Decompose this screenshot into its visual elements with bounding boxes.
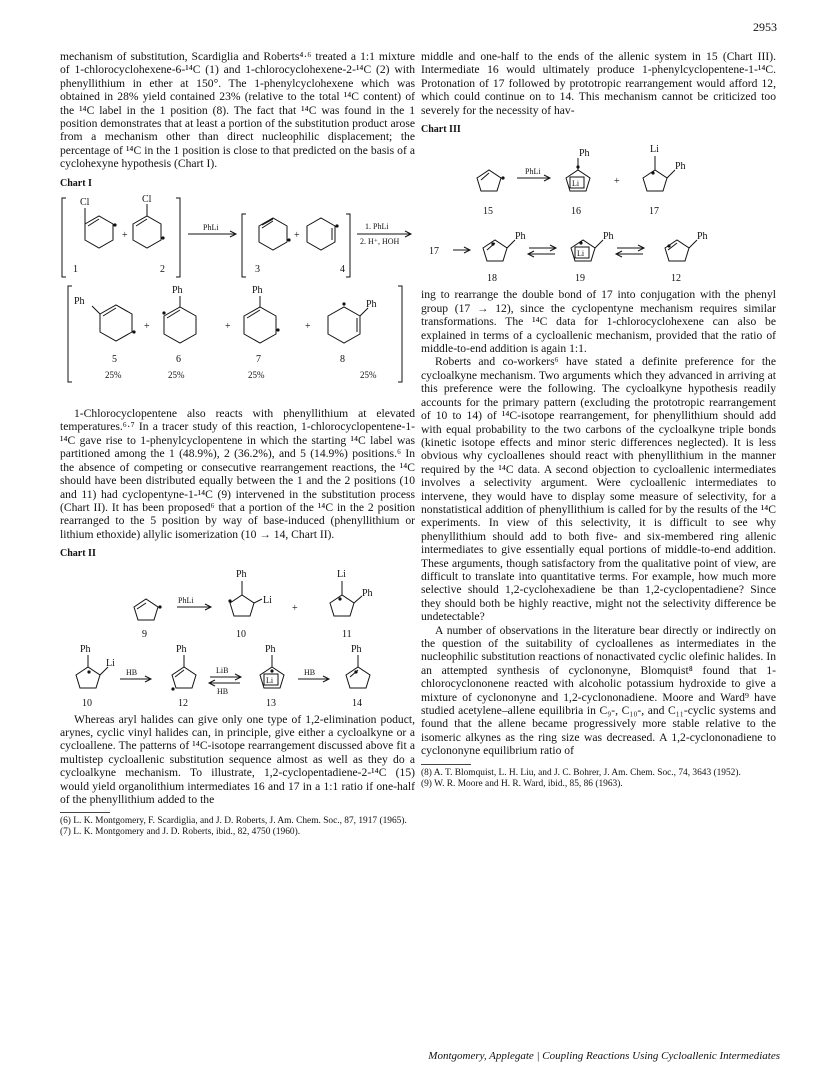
chart-1-pct-7: 25% (248, 370, 265, 381)
chart-3-ph-19: Ph (603, 231, 614, 243)
chart-2-ph-14: Ph (351, 643, 362, 655)
chart-2 (60, 563, 415, 713)
chart-1-reagent-2b: 2. H⁺, HOH (360, 237, 400, 247)
chart-3-ph-17: Ph (675, 161, 686, 173)
chart-3-plus: + (614, 176, 620, 188)
chart-1-plus-1: + (122, 230, 128, 242)
chart-1-plus-3: + (144, 321, 150, 333)
chart-1-num-6: 6 (176, 354, 181, 366)
chart-3-num-17: 17 (649, 206, 659, 218)
left-column (60, 50, 415, 838)
chart-3-num-12: 12 (671, 273, 681, 285)
chart-1-reagent-1: PhLi (203, 223, 219, 233)
chart-1-num-1: 1 (73, 264, 78, 276)
footnote-6: (6) L. K. Montgomery, F. Scardiglia, and J. D. Roberts, J. Am. Chem. Soc., 87, 1917 (1965). (60, 816, 407, 827)
chart-2-li-r2-10: Li (106, 657, 115, 669)
chart-1 (60, 192, 415, 407)
chart-1-pct-8: 25% (360, 370, 377, 381)
chart-1-ph-6: Ph (172, 285, 183, 297)
chart-2-label: Chart II (60, 548, 96, 560)
chart-2-num-10: 10 (236, 628, 246, 640)
chart-2-num-12: 12 (178, 697, 188, 709)
right-paragraph-4: A number of observations in the literature bear directly or indirectly on the question of the suitability of cycloallenes as intermediates in the nucleophilic substitution reactions of nonactivated cyclic olefinic halides. In an attempted synthesis of cyclononyne, Blomquist⁸ found that 1-chlorocyclononene reacted with alcoholic potassium hydroxide to give a mixture of cyclononyne and 1,2-cyclononadiene. Moore and Ward⁹ have studied acetylene–allene equilibria in C₉-, C₁₀-, and C₁₁-cyclic systems and found that the allene became progressively more stable relative to the isomeric alkynes as the ring size was decreased. A 1,2-cyclononadiene to cyclononyne equilibrium ratio of (421, 623, 776, 758)
chart-1-label: Chart I (60, 177, 92, 189)
running-footer: Montgomery, Applegate | Coupling Reactions Using Cycloallenic Intermediates (428, 1050, 780, 1062)
chart-1-num-8: 8 (340, 354, 345, 366)
right-paragraph-3: Roberts and co-workers⁶ have stated a definite preference for the cycloalkyne mechanism. Two arguments which they advanced in arriving at this preference were the following. The cycloalkyne hypothesis readily accounts for the primary pattern (excluding the prototropic rearrangement of 10 to 14) of ¹⁴C-isotope rearrangement, for phenyllithium should add with equal probability to the two carbons of the cycloalkyne triple bonds (kinetic isotope effects and minor steric differences neglected). It is less obvious why cycloallenes should react with phenyllithium in the manner required by the ¹⁴C data. A second objection to cycloallenic intermediates involves a selectivity argument. Were cycloallenic intermediates to intervene, they would have to display some measure of selectivity, for a nonstatistical addition of phenyllithium is called for by the results of the ¹⁴C experiments. In view of this selectivity, it is difficult to see why phenyllithium should add to both five- and six-membered ring allenic intermediates to give essentially equal portions of middle-to-end addition. These arguments, though satisfactory from the qualitative point of view, are difficult to translate into quantitative terms. For example, how much more selective should 1,2-cyclohexadiene be than 1,2-cyclopentadiene? Since they should both be highly reactive, might not the selectivity difference be undetectable? (421, 355, 776, 624)
chart-1-num-3: 3 (255, 264, 260, 276)
chart-1-ph-7: Ph (252, 285, 263, 297)
chart-2-ph-11: Ph (362, 587, 373, 599)
page-number: 2953 (753, 20, 777, 34)
chart-2-li-10: Li (263, 594, 272, 606)
chart-2-num-9: 9 (142, 628, 147, 640)
chart-3-li-19: Li (577, 249, 585, 259)
chart-2-ph-12: Ph (176, 643, 187, 655)
chart-1-cl-2: Cl (142, 194, 152, 206)
chart-1-num-5: 5 (112, 354, 117, 366)
chart-1-pct-5: 25% (105, 370, 122, 381)
chart-2-li-13: Li (266, 675, 274, 685)
right-paragraph-2: ing to rearrange the double bond of 17 into conjugation with the phenyl group (17 → 12), since the cyclopentyne mechanism requires similar transformations. The ¹⁴C data for 1-chlorocyclohexene can also be explained in terms of a cycloallenic mechanism, provided that the ratio of middle-to-end addition is again 1:1. (421, 288, 776, 356)
chart-3-ph-12: Ph (697, 231, 708, 243)
chart-3-li-16: Li (572, 179, 580, 189)
chart-1-ph-8: Ph (366, 299, 377, 311)
chart-3-num-15: 15 (483, 206, 493, 218)
chart-1-plus-4: + (225, 321, 231, 333)
left-paragraph-3: Whereas aryl halides can give only one type of 1,2-elimination poduct, arynes, cyclic vinyl halides can, in principle, give either a cycloalkyne or a cycloallene. The patterns of ¹⁴C-isotope rearrangement discussed above fit a multistep cycloallenic substitution sequence almost as well as they do a cycloalkyne mechanism. To illustrate, 1,2-cyclopentadiene-2-¹⁴C (15) would yield organolithium intermediates 16 and 17 in a 1:1 ratio if one-half of the phenyllithium added to the (60, 712, 415, 806)
chart-2-ph-10: Ph (236, 568, 247, 580)
chart-1-cl-1: Cl (80, 197, 90, 209)
chart-1-plus-2: + (294, 230, 300, 242)
chart-3-reagent: PhLi (525, 167, 541, 177)
right-paragraph-1: middle and one-half to the ends of the allenic system in 15 (Chart III). Intermediate 16 would ultimately produce 1-phenylcyclopentene-1-¹⁴C. Protonation of 17 followed by prototropic rearrangement would afford 12, which could continue on to 14. This mechanism cannot be criticized too severely for the necessity of hav- (421, 50, 776, 117)
chart-3-num-16: 16 (571, 206, 581, 218)
chart-2-num-r2-10: 10 (82, 697, 92, 709)
chart-3 (421, 138, 776, 288)
chart-3-ph-16: Ph (579, 148, 590, 160)
chart-2-hb-3: HB (304, 667, 316, 677)
chart-2-plus: + (292, 602, 298, 614)
left-paragraph-1: mechanism of substitution, Scardiglia and Roberts⁴·⁶ treated a 1:1 mixture of 1-chlorocyclohexene-6-¹⁴C (1) and 1-chlorocyclohexene-2-¹⁴C (2) with phenyllithium in ether at 150°. The 1-phenylcyclohexene which was obtained in 28% yield contained 23% (relative to the total ¹⁴C content) of the ¹⁴C label in the 1 position (8). The fact that ¹⁴C was found in the 1 position demonstrates that at least a portion of the substitution product arose from a mechanism other than direct nucleophilic displacement; the percentage of ¹⁴C in the 1 position is close to that predicted on the basis of a cyclohexyne hypothesis (Chart I). (60, 50, 415, 171)
footnote-8: (8) A. T. Blomquist, L. H. Liu, and J. C. Bohrer, J. Am. Chem. Soc., 74, 3643 (1952). (421, 767, 741, 778)
chart-2-hb-2: HB (217, 686, 229, 696)
chart-1-num-2: 2 (160, 264, 165, 276)
chart-3-num-19: 19 (575, 273, 585, 285)
chart-3-label: Chart III (421, 124, 461, 136)
chart-1-reagent-2a: 1. PhLi (365, 222, 389, 232)
chart-1-num-7: 7 (256, 354, 261, 366)
chart-2-li-11: Li (337, 568, 346, 580)
left-paragraph-2: 1-Chlorocyclopentene also reacts with phenyllithium at elevated temperatures.⁶·⁷ In a tracer study of this reaction, 1-chlorocyclopentene-1-¹⁴C gave rise to 1-phenylcyclopentene in which the starting ¹⁴C label was partitioned among the 1 (48.9%), 2 (36.2%), and 5 (14.9%) positions.⁶ In the absence of competing or consecutive rearrangement reactions, the ¹⁴C should have been distributed equally between the 1 and the 2 positions (10 and 11) had cyclopentyne-1-¹⁴C (9) intervened in the substitution process (Chart II). It has been proposed⁶ that a portion of the ¹⁴C in the 2 position rearranged to the 5 position by way of base-induced (phenyllithium or lithium ethoxide) allylic isomerization (10 → 14, Chart II). (60, 407, 415, 541)
chart-1-pct-6: 25% (168, 370, 185, 381)
chart-2-ph-13: Ph (265, 643, 276, 655)
chart-3-ph-18: Ph (515, 231, 526, 243)
chart-1-plus-5: + (305, 321, 311, 333)
chart-2-reagent-a: PhLi (178, 595, 194, 605)
chart-2-ph-r2-10: Ph (80, 643, 91, 655)
chart-2-num-13: 13 (266, 697, 276, 709)
chart-2-num-11: 11 (342, 628, 352, 640)
chart-3-li-17: Li (650, 144, 659, 156)
right-column (421, 50, 776, 790)
footnote-7: (7) L. K. Montgomery and J. D. Roberts, ibid., 82, 4750 (1960). (60, 827, 301, 838)
footnote-9: (9) W. R. Moore and H. R. Ward, ibid., 85, 86 (1963). (421, 778, 623, 789)
chart-2-num-14: 14 (352, 697, 362, 709)
chart-1-num-4: 4 (340, 264, 345, 276)
chart-3-num-18: 18 (487, 273, 497, 285)
chart-2-lib: LiB (216, 665, 229, 675)
chart-1-ph-5: Ph (74, 296, 85, 308)
chart-3-start: 17 (429, 246, 439, 258)
chart-2-hb-1: HB (126, 667, 138, 677)
